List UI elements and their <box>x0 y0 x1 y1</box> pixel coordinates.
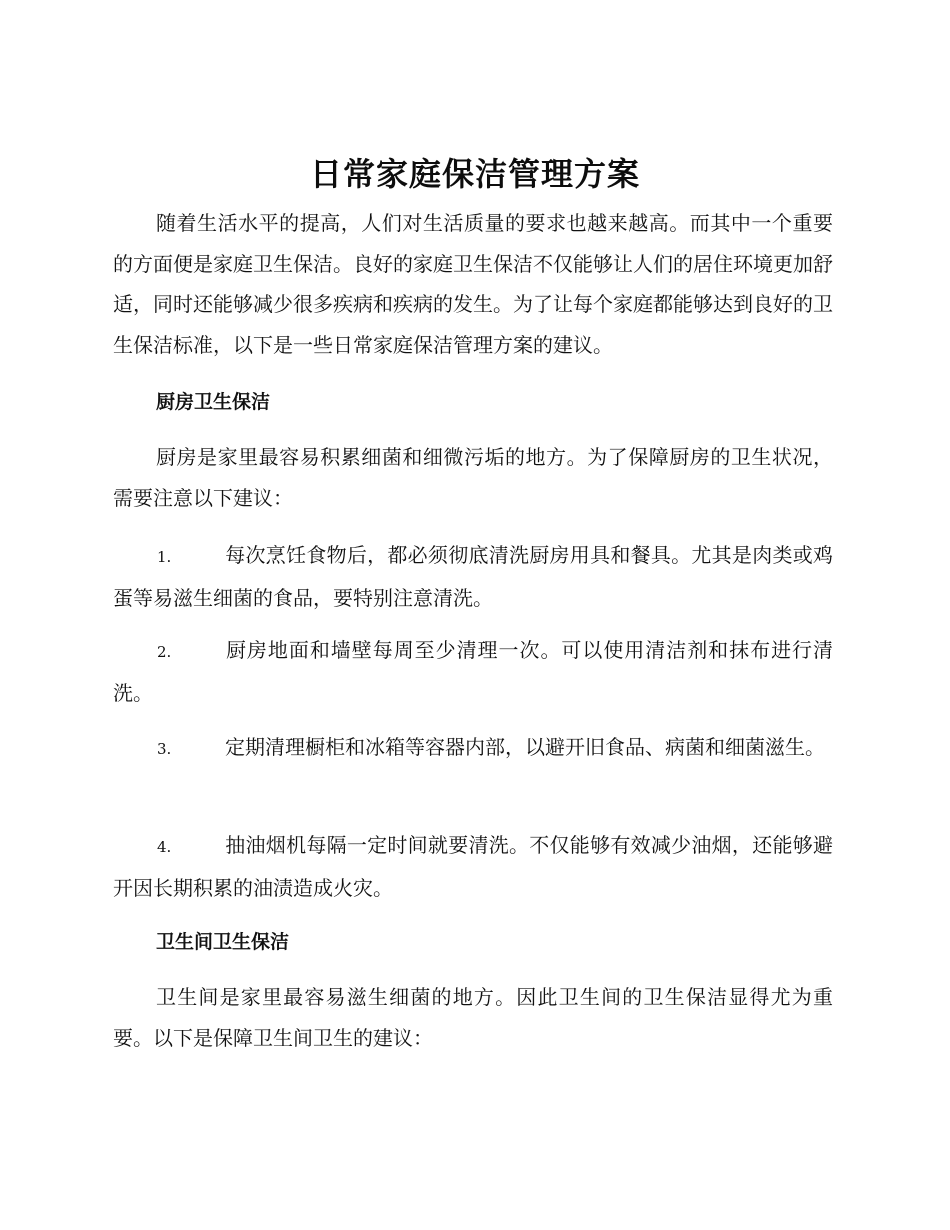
list-item-number: 1. <box>157 548 172 566</box>
list-item-text: 每次烹饪食物后，都必须彻底清洗厨房用具和餐具。尤其是肉类或鸡蛋等易滋生细菌的食品，要特别注意清洗。 <box>113 543 833 610</box>
list-item-text: 抽油烟机每隔一定时间就要清洗。不仅能够有效减少油烟，还能够避开因长期积累的油渍造成火灾。 <box>113 833 833 900</box>
list-item-text: 定期清理橱柜和冰箱等容器内部，以避开旧食品、病菌和细菌滋生。 <box>225 735 825 759</box>
list-item <box>113 825 833 908</box>
list-item-number: 3. <box>157 740 172 758</box>
document-title: 日常家庭保洁管理方案 <box>309 155 640 193</box>
list-item <box>113 535 833 618</box>
intro-paragraph: 随着生活水平的提高，人们对生活质量的要求也越来越高。而其中一个重要的方面便是家庭卫生保洁。良好的家庭卫生保洁不仅能够让人们的居住环境更加舒适，同时还能够减少很多疾病和疾病的发生。为了让每个家庭都能够达到良好的卫生保洁标准，以下是一些日常家庭保洁管理方案的建议。 <box>113 211 833 357</box>
bathroom-intro-paragraph: 卫生间是家里最容易滋生细菌的地方。因此卫生间的卫生保洁显得尤为重要。以下是保障卫生间卫生的建议： <box>113 985 833 1050</box>
list-item <box>113 727 833 770</box>
list-item-number: 2. <box>157 643 172 661</box>
kitchen-intro-paragraph: 厨房是家里最容易积累细菌和细微污垢的地方。为了保障厨房的卫生状况，需要注意以下建议： <box>113 445 833 510</box>
list-item-text: 厨房地面和墙壁每周至少清理一次。可以使用清洁剂和抹布进行清洗。 <box>113 638 833 705</box>
section-heading-kitchen: 厨房卫生保洁 <box>156 391 271 413</box>
list-item-number: 4. <box>157 838 172 856</box>
list-item <box>113 630 833 713</box>
section-heading-bathroom: 卫生间卫生保洁 <box>156 931 290 953</box>
